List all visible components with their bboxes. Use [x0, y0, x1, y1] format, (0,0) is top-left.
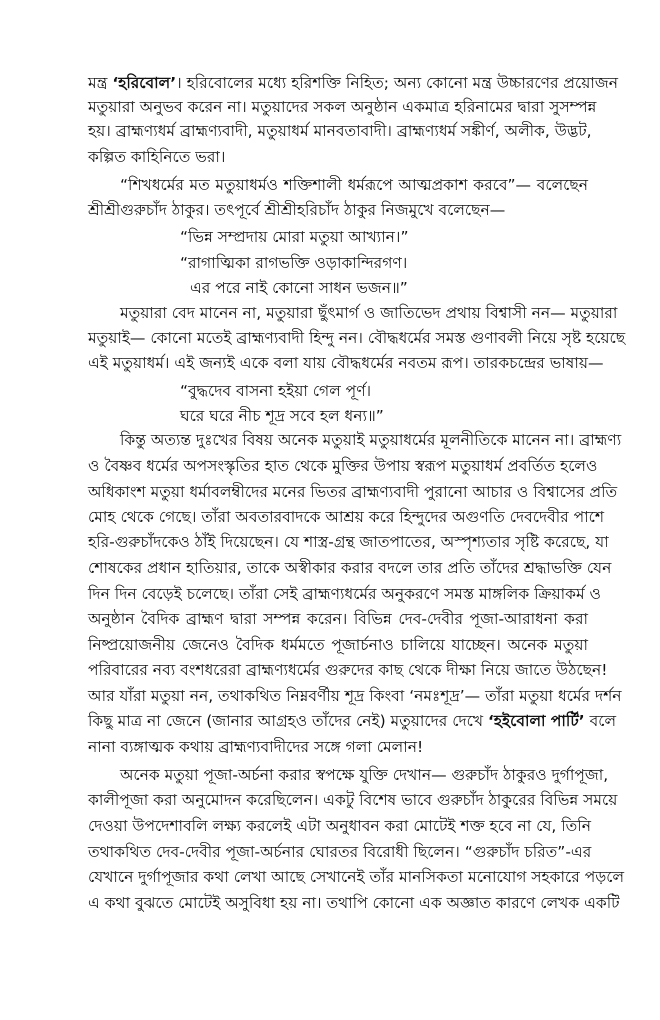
- text-line: অনুষ্ঠান বৈদিক ব্রাহ্মণ দ্বারা সম্পন্ন করেন। বিভিন্ন দেব-দেবীর পূজা-আরাধনা করা: [88, 610, 588, 628]
- verse-line: “বুদ্ধদেব বাসনা হইয়া গেল পূর্ণ।: [180, 382, 372, 400]
- text-line: নানা ব্যঙ্গাত্মক কথায় ব্রাহ্মণ্যবাদীদের সঙ্গে গলা মেলান!: [88, 738, 424, 756]
- text-line: মতুয়ারা অনুভব করেন না। মতুয়াদের সকল অনুষ্ঠান একমাত্র হরিনামের দ্বারা সুসম্পন্ন: [88, 98, 597, 116]
- text-line: যেখানে দুর্গাপূজার কথা লেখা আছে সেখানেই তাঁর মানসিকতা মনোযোগ সহকারে পড়লে: [88, 868, 625, 886]
- text-line: হরি-গুরুচাঁদকেও ঠাঁই দিয়েছেন। যে শাস্ত্র-গ্রন্থ জাতপাতের, অস্পৃশ্যতার সৃষ্টি করেছে, যা: [88, 533, 609, 551]
- text-line: মতুয়ারা বেদ মানেন না, মতুয়ারা ছুঁৎমার্গ ও জাতিভেদ প্রথায় বিশ্বাসী নন— মতুয়ারা: [120, 304, 618, 322]
- text-line: দিন দিন বেড়েই চলেছে। তাঁরা সেই ব্রাহ্মণ্যধর্মের অনুকরণে সমস্ত মাঙ্গলিক ক্রিয়াকর্ম ও: [88, 585, 601, 603]
- text-line: ও বৈষ্ণব ধর্মের অপসংস্কৃতির হাত থেকে মুক্তির উপায় স্বরূপ মতুয়াধর্ম প্রবর্তিত হলেও: [88, 457, 598, 475]
- text-line: তথাকথিত দেব-দেবীর পূজা-অর্চনার ঘোরতর বিরোধী ছিলেন। “গুরুচাঁদ চরিত”-এর: [88, 843, 592, 861]
- text-line: নিষ্প্রয়োজনীয় জেনেও বৈদিক ধর্মমতে পূজার্চনাও চালিয়ে যাচ্ছেন। অনেক মতুয়া: [88, 636, 588, 654]
- emphasis-text: ‘হইবোলা পার্টি’: [488, 712, 585, 730]
- text-line: এই মতুয়াধর্ম। এই জন্যই একে বলা যায় বৌদ্ধধর্মের নবতম রূপ। তারকচন্দ্রের ভাষায়—: [88, 354, 604, 372]
- text-line: “শিখধর্মের মত মতুয়াধর্মও শক্তিশালী ধর্মরূপে আত্মপ্রকাশ করবে”— বলেছেন: [120, 176, 588, 194]
- text-line: কিছু মাত্র না জেনে (জানার আগ্রহও তাঁদের নেই) মতুয়াদের দেখে ‘হইবোলা পার্টি’ বলে: [88, 712, 617, 730]
- text-line: অধিকাংশ মতুয়া ধর্মাবলম্বীদের মনের ভিতর ব্রাহ্মণ্যবাদী পুরানো আচার ও বিশ্বাসের প্রতি: [88, 483, 618, 501]
- text-line: কালীপূজা করা অনুমোদন করেছিলেন। একটু বিশেষ ভাবে গুরুচাঁদ ঠাকুরের বিভিন্ন সময়ে: [88, 791, 618, 809]
- verse-line: এর পরে নাই কোনো সাধন ভজন॥”: [190, 279, 408, 297]
- text-line: হয়। ব্রাহ্মণ্যধর্ম ব্রাহ্মণ্যবাদী, মতুয়াধর্ম মানবতাবাদী। ব্রাহ্মণ্যধর্ম সঙ্কীর্ণ, অলীক, উদ্ভট,: [88, 122, 592, 140]
- text-line: মতুয়াই— কোনো মতেই ব্রাহ্মণ্যবাদী হিন্দু নন। বৌদ্ধধর্মের সমস্ত গুণাবলী নিয়ে সৃষ্ট হয়েছে: [88, 329, 626, 347]
- text-line: কল্পিত কাহিনিতে ভরা।: [88, 148, 226, 166]
- text-line: আর যাঁরা মতুয়া নন, তথাকথিত নিম্নবর্ণীয় শূদ্র কিংবা ‘নমঃশূদ্র’— তাঁরা মতুয়া ধর্মের দর্শন: [88, 687, 622, 705]
- verse-line: “ভিন্ন সম্প্রদায় মোরা মতুয়া আখ্যান।”: [180, 228, 409, 246]
- text-line: এ কথা বুঝতে মোটেই অসুবিধা হয় না। তথাপি কোনো এক অজ্ঞাত কারণে লেখক একটি: [88, 894, 620, 912]
- text-line: মোহ থেকে গেছে। তাঁরা অবতারবাদকে আশ্রয় করে হিন্দুদের অগুণতি দেবদেবীর পাশে: [88, 508, 605, 526]
- verse-line: ঘরে ঘরে নীচ শূদ্র সবে হল ধন্য॥”: [180, 407, 384, 425]
- text-line: দেওয়া উপদেশাবলি লক্ষ্য করলেই এটা অনুধাবন করা মোটেই শক্ত হবে না যে, তিনি: [88, 817, 591, 835]
- text-line: অনেক মতুয়া পূজা-অর্চনা করার স্বপক্ষে যুক্তি দেখান— গুরুচাঁদ ঠাকুরও দুর্গাপূজা,: [120, 766, 609, 784]
- emphasis-text: ‘হরিবোল’: [112, 74, 177, 92]
- text-line: শ্রীশ্রীগুরুচাঁদ ঠাকুর। তৎপূর্বে শ্রীশ্রীহরিচাঁদ ঠাকুর নিজমুখে বলেছেন—: [88, 201, 506, 219]
- text-line: কিন্তু অত্যন্ত দুঃখের বিষয় অনেক মতুয়াই মতুয়াধর্মের মূলনীতিকে মানেন না। ব্রাহ্মণ্য: [120, 431, 622, 449]
- text-line: পরিবারের নব্য বংশধরেরা ব্রাহ্মণ্যধর্মের গুরুদের কাছ থেকে দীক্ষা নিয়ে জাতে উঠছেন!: [88, 661, 608, 679]
- verse-line: “রাগাত্মিকা রাগভক্তি ওড়াকান্দিরগণ।: [180, 254, 408, 272]
- text-line: মন্ত্র ‘হরিবোল’। হরিবোলের মধ্যে হরিশক্তি নিহিত; অন্য কোনো মন্ত্র উচ্চারণের প্রয়োজন: [88, 74, 618, 92]
- text-line: শোষকের প্রধান হাতিয়ার, তাকে অস্বীকার করার বদলে তার প্রতি তাঁদের শ্রদ্ধাভক্তি যেন: [88, 559, 612, 577]
